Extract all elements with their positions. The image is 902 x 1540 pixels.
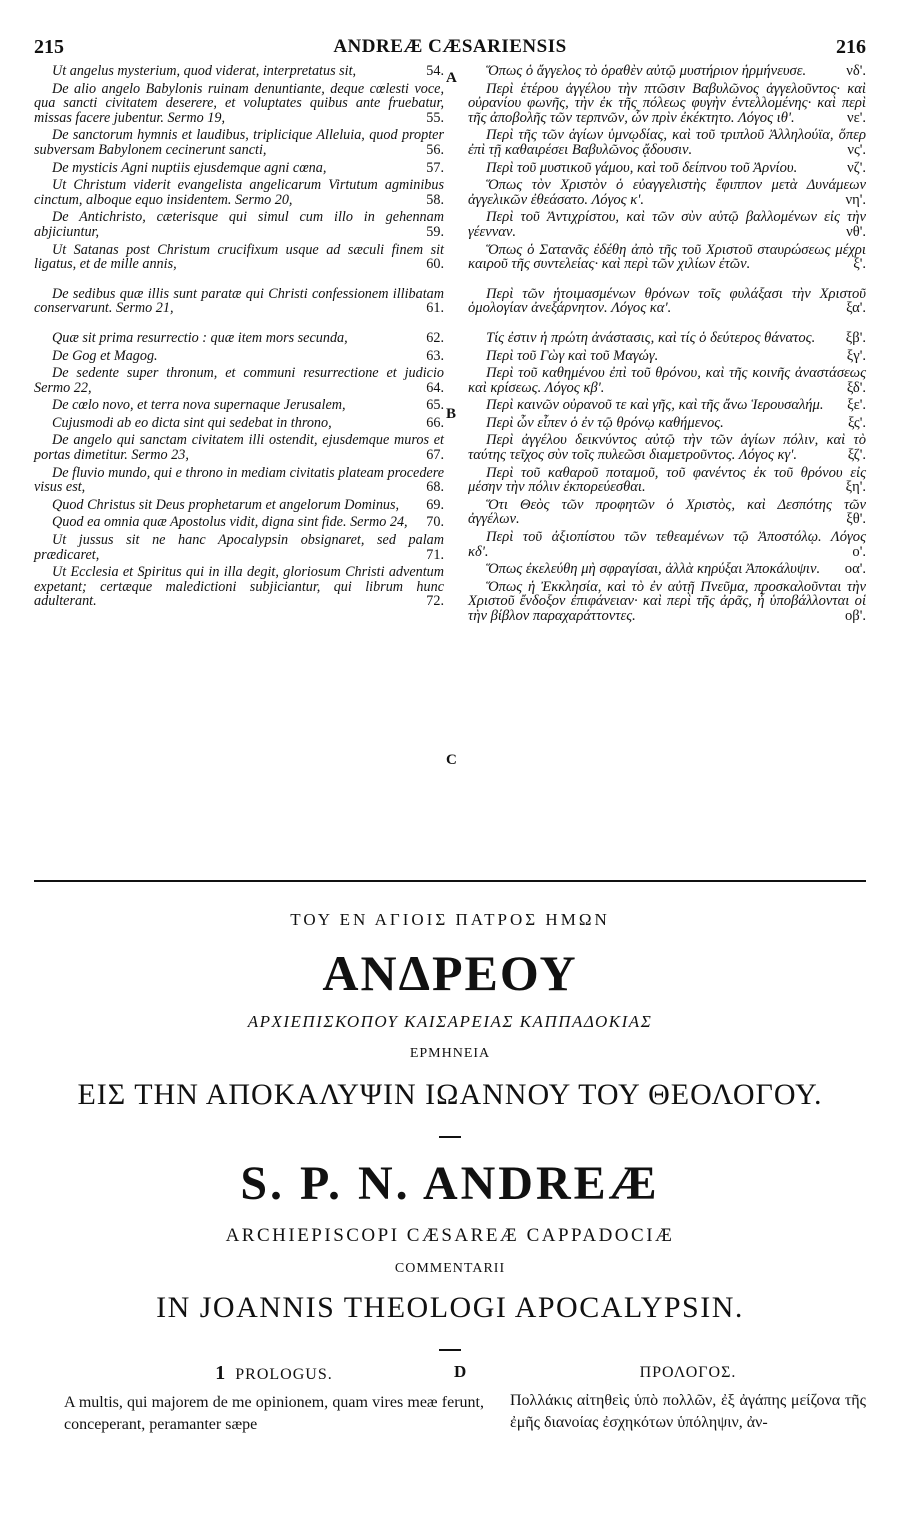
- latin-toc-entry-number: 65.: [426, 397, 444, 414]
- greek-toc-entry: [468, 349, 866, 364]
- latin-toc-entry: [34, 466, 444, 495]
- latin-toc-entry: [34, 416, 444, 431]
- greek-toc-entry-text: Περὶ ὧν εἶπεν ὁ ἐν τῷ θρόνῳ καθήμενος.: [486, 414, 724, 431]
- title-block: [34, 910, 866, 1351]
- latin-toc-entry-number: 54.: [426, 63, 444, 79]
- greek-toc-entry: [468, 433, 866, 462]
- title-line-8: COMMENTARII: [394, 1261, 506, 1276]
- latin-toc-entry: [34, 349, 444, 364]
- greek-toc-entry: [468, 210, 866, 239]
- margin-letter-a: A: [446, 70, 457, 86]
- margin-letter-c: C: [446, 752, 457, 768]
- greek-toc-entry: [468, 562, 866, 577]
- prologue-latin: [64, 1362, 484, 1436]
- latin-toc-entry-text: De sanctorum hymnis et laudibus, triplicique Alleluia, quod propter subversam Babylonem cecinerunt sancti,: [34, 127, 444, 158]
- greek-toc-entry: [468, 128, 866, 157]
- latin-toc-entry-text: Ut jussus sit ne hanc Apocalypsin obsignaret, sed palam prædicaret,: [34, 532, 444, 563]
- latin-toc-entry-number: 71.: [426, 546, 444, 563]
- title-separator-2: [439, 1349, 461, 1351]
- prologue: [34, 1362, 866, 1442]
- prologue-latin-heading-text: PROLOGUS.: [235, 1366, 333, 1383]
- greek-toc-entry-number: νη'.: [845, 191, 866, 208]
- greek-toc-entry-text: Ὅτι Θεὸς τῶν προφητῶν ὁ Χριστὸς, καὶ Δεσπότης τῶν ἀγγέλων.: [468, 496, 866, 528]
- greek-toc-entry-number: ξβ'.: [845, 329, 866, 346]
- margin-letter-d: D: [454, 1362, 467, 1381]
- latin-toc-entry-text: Cujusmodi ab eo dicta sint qui sedebat in throno,: [52, 414, 332, 431]
- greek-toc-entry-text: Περὶ τοῦ μυστικοῦ γάμου, καὶ τοῦ δείπνου τοῦ Ἀρνίου.: [486, 159, 798, 176]
- greek-toc-entry-text: Περὶ τοῦ ἀξιοπίστου τῶν τεθεαμένων τῷ Ἀποστόλῳ. Λόγος κδ'.: [468, 529, 866, 560]
- greek-toc-entry-number: ξα'.: [846, 300, 866, 317]
- greek-toc-entry-text: Περὶ τῶν ἡτοιμασμένων θρόνων τοῖς φυλάξασι τὴν Χριστοῦ ὁμολογίαν ἀνεξάρνητον. Λόγος κα'.: [468, 285, 866, 317]
- greek-toc-entry-number: νζ'.: [847, 159, 866, 176]
- title-line-1: ΤΟΥ ΕΝ ΑΓΙΟΙΣ ΠΑΤΡΟΣ ΗΜΩΝ: [290, 910, 610, 929]
- greek-toc-entry-text: Περὶ τοῦ Γὼγ καὶ τοῦ Μαγώγ.: [486, 347, 659, 364]
- running-header: [34, 36, 866, 62]
- greek-toc-entry: [468, 416, 866, 431]
- table-of-contents: [34, 64, 866, 874]
- prologue-greek-heading: ΠΡΟΛΟΓΟΣ.: [639, 1364, 737, 1381]
- greek-toc-entry-number: ξς'.: [847, 414, 866, 431]
- greek-toc-entry: [468, 287, 866, 316]
- latin-toc-entry: [34, 515, 444, 530]
- latin-toc-entry: [34, 366, 444, 395]
- latin-toc-entry-text: Ut Ecclesia et Spiritus qui in illa degit, gloriosum Christi adventum expetant; certæque maledictioni subjiciantur, qui librum hunc adulterant.: [34, 564, 444, 610]
- greek-toc-entry: [468, 530, 866, 559]
- greek-toc-entry: [468, 82, 866, 126]
- latin-toc-entry: [34, 128, 444, 157]
- greek-toc-entry: [468, 64, 866, 79]
- latin-toc-entry-text: De Gog et Magog.: [52, 347, 158, 364]
- greek-toc-entry: [468, 398, 866, 413]
- running-title: ANDREÆ CÆSARIENSIS: [333, 36, 567, 57]
- greek-toc-entry-number: ξζ'.: [847, 447, 866, 464]
- latin-toc-entry-number: 63.: [426, 347, 444, 364]
- greek-toc-entry: [468, 178, 866, 207]
- section-divider: [34, 880, 866, 882]
- latin-toc-entry: [34, 433, 444, 462]
- title-line-4: ΕΡΜΗΝΕΙΑ: [409, 1046, 491, 1061]
- greek-toc-entry-number: νθ'.: [846, 223, 866, 240]
- prologue-latin-text: A multis, qui majorem de me opinionem, quam vires meæ ferunt, conceperant, peramanter sæpe: [64, 1394, 484, 1433]
- latin-toc-entry-text: Quæ sit prima resurrectio : quæ item mors secunda,: [52, 329, 348, 346]
- greek-toc-entry-number: ο'.: [852, 543, 866, 560]
- greek-toc-entry-text: Τίς ἐστιν ἡ πρώτη ἀνάστασις, καὶ τίς ὁ δεύτερος θάνατος.: [486, 329, 816, 346]
- latin-toc-entry-number: 64.: [426, 379, 444, 396]
- latin-toc-entry-number: 70.: [426, 514, 444, 531]
- latin-toc-entry-number: 61.: [426, 300, 444, 317]
- latin-toc-entry-text: De alio angelo Babylonis ruinam denuntiante, deque cœlesti voce, qua sancti civitatem deserere, et voluptates quibus ante fruebatur, missas facere jubentur. Sermo 19,: [34, 80, 444, 126]
- title-line-3: ΑΡΧΙΕΠΙΣΚΟΠΟΥ ΚΑΙΣΑΡΕΙΑΣ ΚΑΠΠΑΔΟΚΙΑΣ: [247, 1012, 653, 1031]
- latin-toc-column: [34, 64, 444, 612]
- latin-toc-entry: [34, 210, 444, 239]
- latin-toc-entry-text: De angelo qui sanctam civitatem illi ostendit, ejusdemque muros et portas dimetitur. Sermo 23,: [34, 432, 444, 464]
- greek-toc-entry-text: Περὶ τῆς τῶν ἁγίων ὑμνῳδίας, καὶ τοῦ τριπλοῦ Ἀλληλούϊα, ὅπερ ἐπὶ τῇ καθαιρέσει Βαβυλῶνος ᾄδουσιν.: [468, 127, 866, 158]
- prologue-greek: [510, 1362, 866, 1434]
- greek-toc-entry: [468, 466, 866, 495]
- latin-toc-entry-text: Ut Satanas post Christum crucifixum usque ad sæculi finem sit ligatus, et de mille annis,: [34, 241, 444, 273]
- title-work-greek: ΕΙΣ ΤΗΝ ΑΠΟΚΑΛΥΨΙΝ ΙΩΑΝΝΟΥ ΤΟΥ ΘΕΟΛΟΓΟΥ.: [77, 1078, 823, 1111]
- latin-toc-entry: [34, 243, 444, 272]
- greek-toc-entry-number: νε'.: [846, 109, 866, 126]
- greek-toc-entry-text: Ὅπως τὸν Χριστὸν ὁ εὐαγγελιστὴς ἔφιππον μετὰ Δυνάμεων ἀγγελικῶν ἐθεάσατο. Λόγος κ'.: [468, 177, 866, 208]
- greek-toc-entry-number: οα'.: [844, 561, 866, 578]
- latin-toc-entry: [34, 64, 444, 79]
- latin-toc-entry: [34, 287, 444, 316]
- latin-toc-entry-text: De fluvio mundo, qui e throno in mediam civitatis plateam procedere visus est,: [34, 464, 444, 496]
- greek-toc-entry-number: ξη'.: [845, 479, 866, 496]
- greek-toc-entry: [468, 161, 866, 176]
- latin-toc-entry-text: Quod ea omnia quæ Apostolus vidit, digna sint fide. Sermo 24,: [52, 514, 408, 531]
- greek-toc-entry-text: Περὶ τοῦ καθημένου ἐπὶ τοῦ θρόνου, καὶ τῆς κοινῆς ἀναστάσεως καὶ κρίσεως. Λόγος κβ'.: [468, 365, 866, 396]
- latin-toc-entry-number: 72.: [426, 593, 444, 610]
- latin-toc-entry: [34, 498, 444, 513]
- latin-toc-entry: [34, 533, 444, 562]
- title-work-latin: IN JOANNIS THEOLOGI APOCALYPSIN.: [156, 1291, 744, 1324]
- latin-toc-entry-number: 57.: [426, 159, 444, 176]
- latin-toc-entry-number: 56.: [426, 141, 444, 158]
- greek-toc-entry-number: οβ'.: [845, 608, 866, 624]
- latin-toc-entry: [34, 161, 444, 176]
- latin-toc-entry-text: Ut angelus mysterium, quod viderat, interpretatus sit,: [52, 63, 357, 79]
- greek-toc-entry-text: Ὅπως ὁ Σατανᾶς ἐδέθη ἀπὸ τῆς τοῦ Χριστοῦ σταυρώσεως μέχρι καιροῦ τῆς συντελείας· καὶ περὶ τῶν χιλίων ἐτῶν.: [468, 241, 866, 273]
- greek-toc-entry-text: Περὶ ἀγγέλου δεικνύντος αὐτῷ τὴν τῶν ἁγίων πόλιν, καὶ τὸ ταύτης τεῖχος σὺν τοῖς πυλεῶσι διαμετροῦντος. Λόγος κγ'.: [468, 432, 866, 464]
- latin-toc-entry-number: 67.: [426, 447, 444, 464]
- greek-toc-entry: [468, 580, 866, 624]
- greek-toc-entry-number: ξε'.: [847, 397, 866, 414]
- greek-toc-entry-number: νδ'.: [846, 63, 866, 79]
- latin-toc-entry-number: 55.: [426, 109, 444, 126]
- prologue-greek-text: Πολλάκις αἰτηθεὶς ὑπὸ πολλῶν, ἐξ ἀγάπης μείζονα τῆς ἐμῆς διανοίας ἐσχηκότων ὑπόληψιν, ἀν-: [510, 1392, 866, 1431]
- prologue-number: 1: [215, 1362, 227, 1384]
- latin-toc-entry-number: 59.: [426, 223, 444, 240]
- latin-toc-entry: [34, 331, 444, 346]
- title-separator: [439, 1136, 461, 1138]
- greek-toc-entry-number: ξγ'.: [846, 347, 866, 364]
- latin-toc-entry: [34, 82, 444, 126]
- latin-toc-entry: [34, 398, 444, 413]
- latin-toc-entry-text: Ut Christum viderit evangelista angelicarum Virtutum agminibus cinctum, alboque equo insidentem. Sermo 20,: [34, 177, 444, 208]
- right-page-number: 216: [836, 36, 866, 58]
- latin-toc-entry-number: 69.: [426, 496, 444, 513]
- greek-toc-entry-number: ξδ'.: [846, 379, 866, 396]
- latin-toc-entry: [34, 565, 444, 609]
- greek-toc-column: [468, 64, 866, 627]
- greek-toc-entry-number: νς'.: [847, 141, 866, 158]
- greek-toc-entry-number: ξθ'.: [846, 511, 866, 528]
- latin-toc-entry-number: 62.: [426, 329, 444, 346]
- latin-toc-entry-text: De Antichristo, cæterisque qui simul cum illo in gehennam abjiciuntur,: [34, 209, 444, 240]
- latin-toc-entry-text: Quod Christus sit Deus prophetarum et angelorum Dominus,: [52, 496, 400, 513]
- latin-toc-entry-number: 60.: [426, 256, 444, 273]
- latin-toc-entry-text: De sedente super thronum, et communi resurrectione et judicio Sermo 22,: [34, 365, 444, 396]
- greek-toc-entry-text: Ὅπως ἐκελεύθη μὴ σφραγίσαι, ἀλλὰ κηρύξαι Ἀποκάλυψιν.: [486, 561, 821, 578]
- greek-toc-entry-text: Περὶ καινῶν οὐρανοῦ τε καὶ γῆς, καὶ τῆς ἄνω Ἱερουσαλήμ.: [486, 397, 824, 414]
- greek-toc-entry-text: Περὶ τοῦ καθαροῦ ποταμοῦ, τοῦ φανέντος ἐκ τοῦ θρόνου εἰς μέσην τὴν πόλιν ἐκπορεύεσθαι.: [468, 464, 866, 496]
- latin-toc-entry-number: 58.: [426, 191, 444, 208]
- title-author-greek: ΑΝΔΡΕΟΥ: [322, 945, 578, 1001]
- latin-toc-entry-text: De cœlo novo, et terra nova supernaque Jerusalem,: [52, 397, 346, 414]
- greek-toc-entry-text: Περὶ τοῦ Ἀντιχρίστου, καὶ τῶν σὺν αὐτῷ βαλλομένων εἰς τὴν γέενναν.: [468, 209, 866, 240]
- greek-toc-entry-text: Περὶ ἑτέρου ἀγγέλου τὴν πτῶσιν Βαβυλῶνος ἀγγελοῦντος· καὶ οὐρανίου φωνῆς, τὴν ἐκ τῆς πόλεως φυγὴν ἐντελλομένης· καὶ περὶ τῆς ἀποβολῆς τῶν τερπνῶν, ὧν πρὶν ἐκέκτητο. Λόγος ιθ'.: [468, 80, 866, 126]
- title-line-7: ARCHIEPISCOPI CÆSAREÆ CAPPADOCIÆ: [225, 1225, 675, 1246]
- greek-toc-entry: [468, 498, 866, 527]
- latin-toc-entry-number: 68.: [426, 479, 444, 496]
- latin-toc-entry: [34, 178, 444, 207]
- greek-toc-entry-text: Ὅπως ἡ Ἐκκλησία, καὶ τὸ ἐν αὐτῇ Πνεῦμα, προσκαλοῦνται τὴν Χριστοῦ ἔνδοξον ἐπιφάνειαν· καὶ περὶ τῆς ἀρᾶς, ἧ ὑποβάλλονται οἱ τὴν βίβλον παραχαράττοντες.: [468, 578, 866, 624]
- greek-toc-entry-text: Ὅπως ὁ ἄγγελος τὸ ὁραθὲν αὐτῷ μυστήριον ἡρμήνευσε.: [486, 63, 807, 79]
- title-author-latin: S. P. N. ANDREÆ: [240, 1157, 660, 1210]
- latin-toc-entry-number: 66.: [426, 414, 444, 431]
- greek-toc-entry: [468, 243, 866, 272]
- latin-toc-entry-text: De sedibus quæ illis sunt paratæ qui Christi confessionem illibatam conservarunt. Sermo 21,: [34, 285, 444, 317]
- left-page-number: 215: [34, 36, 64, 58]
- greek-toc-entry-number: ξ'.: [853, 256, 866, 273]
- greek-toc-entry: [468, 366, 866, 395]
- margin-letter-b: B: [446, 406, 457, 422]
- greek-toc-entry: [468, 331, 866, 346]
- latin-toc-entry-text: De mysticis Agni nuptiis ejusdemque agni cœna,: [52, 159, 327, 176]
- prologue-latin-heading: [64, 1362, 484, 1386]
